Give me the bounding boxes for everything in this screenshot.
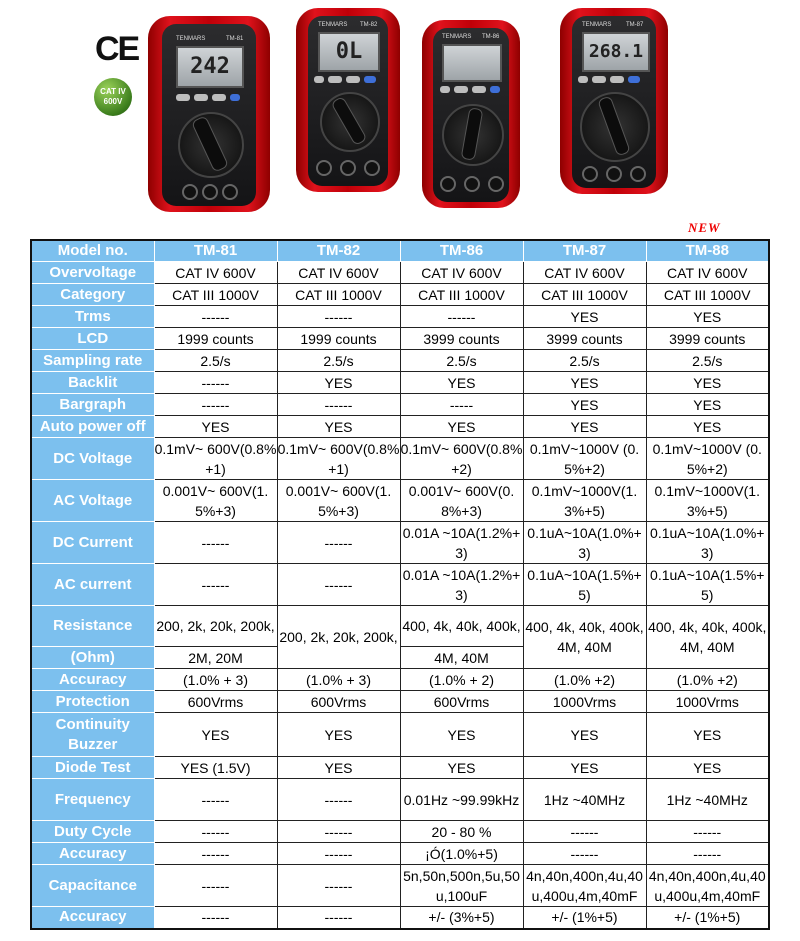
table-cell: YES <box>523 416 646 438</box>
table-cell: 0.1mV~1000V(1.3%+5) <box>523 480 646 522</box>
row-label: Resistance <box>31 606 154 647</box>
table-cell: 1999 counts <box>154 328 277 350</box>
table-row <box>31 262 769 284</box>
table-row <box>31 438 769 480</box>
table-cell: 0.001V~ 600V(0.8%+3) <box>400 480 523 522</box>
row-label <box>31 713 154 757</box>
table-cell: ------ <box>277 779 400 821</box>
meter-lcd: 268.1 <box>582 32 650 72</box>
table-cell: 0.1mV~1000V(1.3%+5) <box>646 480 769 522</box>
table-cell: CAT IV 600V <box>523 262 646 284</box>
header-model-no: Model no. <box>31 240 154 262</box>
table-cell: 1Hz ~40MHz <box>523 779 646 821</box>
table-cell: ------ <box>154 865 277 907</box>
table-cell: (1.0% +2) <box>646 669 769 691</box>
header-model: TM-87 <box>523 240 646 262</box>
table-cell: 400, 4k, 40k, 400k, <box>400 606 523 647</box>
meter-photo-tm82 <box>296 8 400 192</box>
table-cell: 0.1uA~10A(1.0%+3) <box>646 522 769 564</box>
row-label: DC Voltage <box>31 438 154 480</box>
table-cell: 0.01A ~10A(1.2%+3) <box>400 564 523 606</box>
table-cell: ------ <box>154 522 277 564</box>
table-row <box>31 713 769 757</box>
header-model: TM-82 <box>277 240 400 262</box>
table-cell: (1.0% + 2) <box>400 669 523 691</box>
row-label: Trms <box>31 306 154 328</box>
table-cell: YES <box>400 713 523 757</box>
table-cell: 600Vrms <box>400 691 523 713</box>
table-cell: 2.5/s <box>400 350 523 372</box>
table-cell: YES <box>277 757 400 779</box>
table-cell: ------ <box>277 564 400 606</box>
table-cell: CAT III 1000V <box>646 284 769 306</box>
table-cell: YES <box>277 416 400 438</box>
table-cell: 200, 2k, 20k, 200k, <box>277 606 400 669</box>
table-row <box>31 779 769 821</box>
table-cell: ------ <box>277 522 400 564</box>
table-cell: 0.1mV~1000V (0.5%+2) <box>523 438 646 480</box>
table-cell: YES (1.5V) <box>154 757 277 779</box>
table-cell: YES <box>646 757 769 779</box>
table-cell: 4n,40n,400n,4u,40u,400u,4m,40mF <box>523 865 646 907</box>
meter-brand: TENMARS <box>318 22 348 28</box>
table-cell: CAT IV 600V <box>154 262 277 284</box>
table-cell: 5n,50n,500n,5u,50u,100uF <box>400 865 523 907</box>
table-cell: (1.0% +2) <box>523 669 646 691</box>
header-model: TM-81 <box>154 240 277 262</box>
table-cell: 0.001V~ 600V(1.5%+3) <box>154 480 277 522</box>
meter-brand: TENMARS <box>176 36 206 42</box>
table-cell: +/- (1%+5) <box>523 907 646 929</box>
table-row <box>31 669 769 691</box>
table-cell: YES <box>523 394 646 416</box>
table-row <box>31 843 769 865</box>
table-cell: ------ <box>277 843 400 865</box>
meter-model: TM-81 <box>226 36 244 42</box>
meter-lcd: 0L <box>318 32 380 72</box>
meter-model: TM-82 <box>360 22 378 28</box>
table-cell: 1000Vrms <box>646 691 769 713</box>
table-cell: ------ <box>154 821 277 843</box>
table-cell: ------ <box>277 865 400 907</box>
table-cell: YES <box>523 306 646 328</box>
table-cell: 20 - 80 % <box>400 821 523 843</box>
table-cell: YES <box>646 416 769 438</box>
row-label: Accuracy <box>31 907 154 929</box>
row-label: AC current <box>31 564 154 606</box>
row-label: Duty Cycle <box>31 821 154 843</box>
table-cell: 1000Vrms <box>523 691 646 713</box>
table-cell: 2.5/s <box>154 350 277 372</box>
table-cell: CAT IV 600V <box>400 262 523 284</box>
table-cell: 4n,40n,400n,4u,40u,400u,4m,40mF <box>646 865 769 907</box>
table-row <box>31 865 769 907</box>
table-cell: 3999 counts <box>646 328 769 350</box>
meter-brand: TENMARS <box>442 34 472 40</box>
table-cell: YES <box>154 713 277 757</box>
table-cell: 3999 counts <box>400 328 523 350</box>
table-row <box>31 284 769 306</box>
row-label: Backlit <box>31 372 154 394</box>
cat-badge-line2: 600V <box>103 97 123 106</box>
table-cell: ------ <box>277 821 400 843</box>
table-cell: ------ <box>154 394 277 416</box>
table-cell: 600Vrms <box>277 691 400 713</box>
table-cell: 1Hz ~40MHz <box>646 779 769 821</box>
table-cell: +/- (3%+5) <box>400 907 523 929</box>
ce-mark: CE <box>95 30 139 68</box>
meter-model: TM-86 <box>482 34 500 40</box>
table-cell: ------ <box>277 394 400 416</box>
row-label: DC Current <box>31 522 154 564</box>
table-cell: YES <box>646 713 769 757</box>
table-cell: YES <box>523 757 646 779</box>
table-cell: ------ <box>154 779 277 821</box>
row-label: Auto power off <box>31 416 154 438</box>
table-cell: (1.0% + 3) <box>154 669 277 691</box>
table-cell: ----- <box>400 394 523 416</box>
table-cell: 0.01A ~10A(1.2%+3) <box>400 522 523 564</box>
table-cell: 1999 counts <box>277 328 400 350</box>
table-row <box>31 821 769 843</box>
table-cell: 600Vrms <box>154 691 277 713</box>
table-cell: 2.5/s <box>646 350 769 372</box>
table-cell: CAT III 1000V <box>400 284 523 306</box>
table-cell: YES <box>400 372 523 394</box>
table-row <box>31 372 769 394</box>
table-row <box>31 522 769 564</box>
table-cell: 0.1uA~10A(1.5%+5) <box>523 564 646 606</box>
row-label-line: Buzzer <box>68 735 118 753</box>
meter-photo-tm87 <box>560 8 668 194</box>
table-cell: ------ <box>646 843 769 865</box>
cat-badge-line1: CAT IV <box>100 87 126 96</box>
table-row <box>31 606 769 647</box>
table-cell: ------ <box>277 306 400 328</box>
row-label: AC Voltage <box>31 480 154 522</box>
table-row <box>31 907 769 929</box>
row-label: LCD <box>31 328 154 350</box>
table-cell: YES <box>154 416 277 438</box>
table-cell: CAT III 1000V <box>277 284 400 306</box>
row-label: Frequency <box>31 779 154 821</box>
table-cell: 0.1uA~10A(1.5%+5) <box>646 564 769 606</box>
header-model: TM-86 <box>400 240 523 262</box>
table-cell: CAT III 1000V <box>523 284 646 306</box>
table-cell: YES <box>646 394 769 416</box>
row-label: Diode Test <box>31 757 154 779</box>
new-label: NEW <box>688 220 721 235</box>
table-cell: YES <box>646 306 769 328</box>
table-cell: YES <box>277 372 400 394</box>
row-label: Sampling rate <box>31 350 154 372</box>
table-cell: 4M, 40M <box>400 647 523 669</box>
meter-lcd: 242 <box>176 46 244 88</box>
row-label: Protection <box>31 691 154 713</box>
row-label: Bargraph <box>31 394 154 416</box>
meter-photo-tm81 <box>148 16 270 212</box>
table-cell: ------ <box>154 907 277 929</box>
row-label: Accuracy <box>31 669 154 691</box>
table-row <box>31 564 769 606</box>
table-cell: CAT IV 600V <box>277 262 400 284</box>
table-cell: ------ <box>154 372 277 394</box>
table-cell: YES <box>523 713 646 757</box>
table-cell: 0.1uA~10A(1.0%+3) <box>523 522 646 564</box>
table-row <box>31 480 769 522</box>
table-row <box>31 350 769 372</box>
table-cell: 400, 4k, 40k, 400k, 4M, 40M <box>523 606 646 669</box>
table-cell: 0.1mV~ 600V(0.8%+1) <box>154 438 277 480</box>
row-label: Accuracy <box>31 843 154 865</box>
table-cell: 0.001V~ 600V(1.5%+3) <box>277 480 400 522</box>
table-cell: YES <box>277 713 400 757</box>
table-cell: (1.0% + 3) <box>277 669 400 691</box>
table-cell: ------ <box>154 306 277 328</box>
table-cell: 200, 2k, 20k, 200k, <box>154 606 277 647</box>
row-label: (Ohm) <box>31 647 154 669</box>
product-photos <box>0 0 800 235</box>
header-model: TM-88 <box>646 240 769 262</box>
table-cell: YES <box>400 416 523 438</box>
table-cell: YES <box>523 372 646 394</box>
table-row <box>31 306 769 328</box>
row-label: Capacitance <box>31 865 154 907</box>
table-cell: 2.5/s <box>277 350 400 372</box>
table-cell: ------ <box>646 821 769 843</box>
table-cell: 400, 4k, 40k, 400k, 4M, 40M <box>646 606 769 669</box>
table-cell: 2.5/s <box>523 350 646 372</box>
table-cell: 0.1mV~ 600V(0.8%+1) <box>277 438 400 480</box>
table-cell: 0.1mV~ 600V(0.8%+2) <box>400 438 523 480</box>
table-cell: 0.1mV~1000V (0.5%+2) <box>646 438 769 480</box>
meter-brand: TENMARS <box>582 22 612 28</box>
table-cell: ------ <box>277 907 400 929</box>
table-cell: 0.01Hz ~99.99kHz <box>400 779 523 821</box>
table-cell: ¡Ó(1.0%+5) <box>400 843 523 865</box>
cat-iv-badge <box>94 78 132 116</box>
table-cell: 3999 counts <box>523 328 646 350</box>
meter-photo-tm86 <box>422 20 520 208</box>
row-label: Category <box>31 284 154 306</box>
table-row <box>31 328 769 350</box>
table-row <box>31 757 769 779</box>
meter-lcd <box>442 44 502 82</box>
table-cell: YES <box>646 372 769 394</box>
table-cell: 2M, 20M <box>154 647 277 669</box>
table-cell: YES <box>400 757 523 779</box>
table-cell: ------ <box>523 843 646 865</box>
table-row <box>31 394 769 416</box>
row-label-line: Continuity <box>55 715 130 733</box>
row-label: Overvoltage <box>31 262 154 284</box>
table-cell: CAT IV 600V <box>646 262 769 284</box>
table-row <box>31 416 769 438</box>
table-cell: ------ <box>400 306 523 328</box>
table-cell: CAT III 1000V <box>154 284 277 306</box>
table-header-row <box>31 240 769 262</box>
table-cell: +/- (1%+5) <box>646 907 769 929</box>
table-cell: ------ <box>154 564 277 606</box>
spec-table <box>30 239 770 930</box>
table-cell: ------ <box>523 821 646 843</box>
table-row <box>31 691 769 713</box>
meter-model: TM-87 <box>626 22 644 28</box>
table-cell: ------ <box>154 843 277 865</box>
